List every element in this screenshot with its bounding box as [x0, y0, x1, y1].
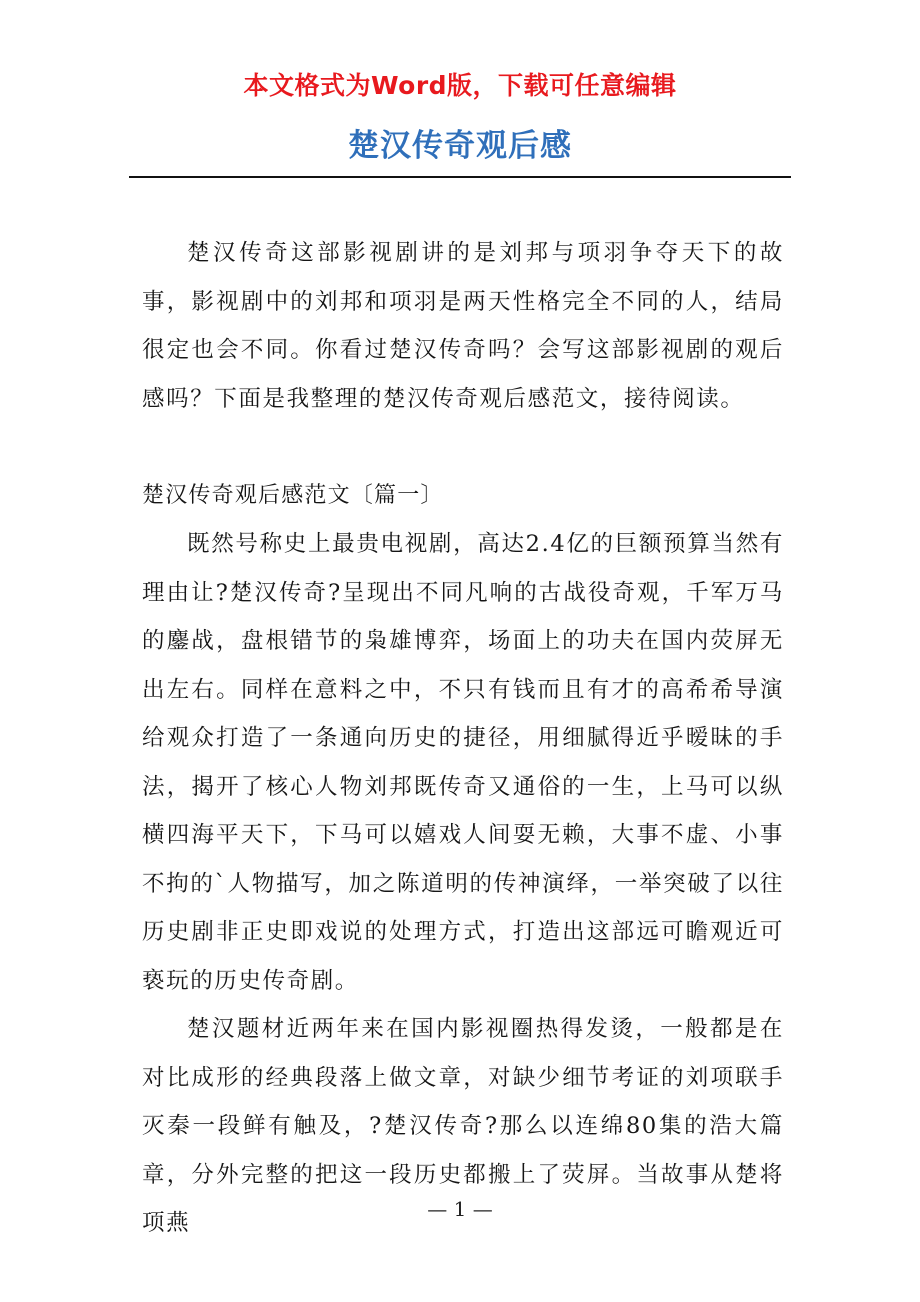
body-paragraph: 既然号称史上最贵电视剧，高达2.4亿的巨额预算当然有理由让?楚汉传奇?呈现出不同凡响的古战役奇观，千军万马的鏖战，盘根错节的枭雄博弈，场面上的功夫在国内荧屏无出左右。同样在意料之中，不只有钱而且有才的高希希导演给观众打造了一条通向历史的捷径，用细腻得近乎暧昧的手法，揭开了核心人物刘邦既传奇又通俗的一生，上马可以纵横四海平天下，下马可以嬉戏人间耍无赖，大事不虚、小事不拘的`人物描写，加之陈道明的传神演绎，一举突破了以往历史剧非正史即戏说的处理方式，打造出这部远可瞻观近可亵玩的历史传奇剧。 — [142, 531, 784, 994]
section-heading: 楚汉传奇观后感范文〔篇一〕 — [142, 483, 444, 508]
page-number: — 1 — — [427, 1197, 493, 1221]
intro-paragraph: 楚汉传奇这部影视剧讲的是刘邦与项羽争夺天下的故事，影视剧中的刘邦和项羽是两天性格完全不同的人，结局很定也会不同。你看过楚汉传奇吗？会写这部影视剧的观后感吗？下面是我整理的楚汉传奇观后感范文，接待阅读。 — [142, 240, 784, 412]
body-paragraph: 楚汉题材近两年来在国内影视圈热得发烫，一般都是在对比成形的经典段落上做文章，对缺少细节考证的刘项联手灭秦一段鲜有触及，?楚汉传奇?那么以连绵80集的浩大篇章，分外完整的把这一段历史都搬上了荧屏。当故事从楚将项燕 — [142, 1016, 784, 1236]
format-notice-banner: 本文格式为Word版，下载可任意编辑 — [243, 71, 677, 100]
body-section-1 — [142, 520, 784, 1005]
intro-section — [142, 229, 784, 423]
document-title: 楚汉传奇观后感 — [348, 128, 572, 164]
title-divider — [129, 176, 791, 178]
